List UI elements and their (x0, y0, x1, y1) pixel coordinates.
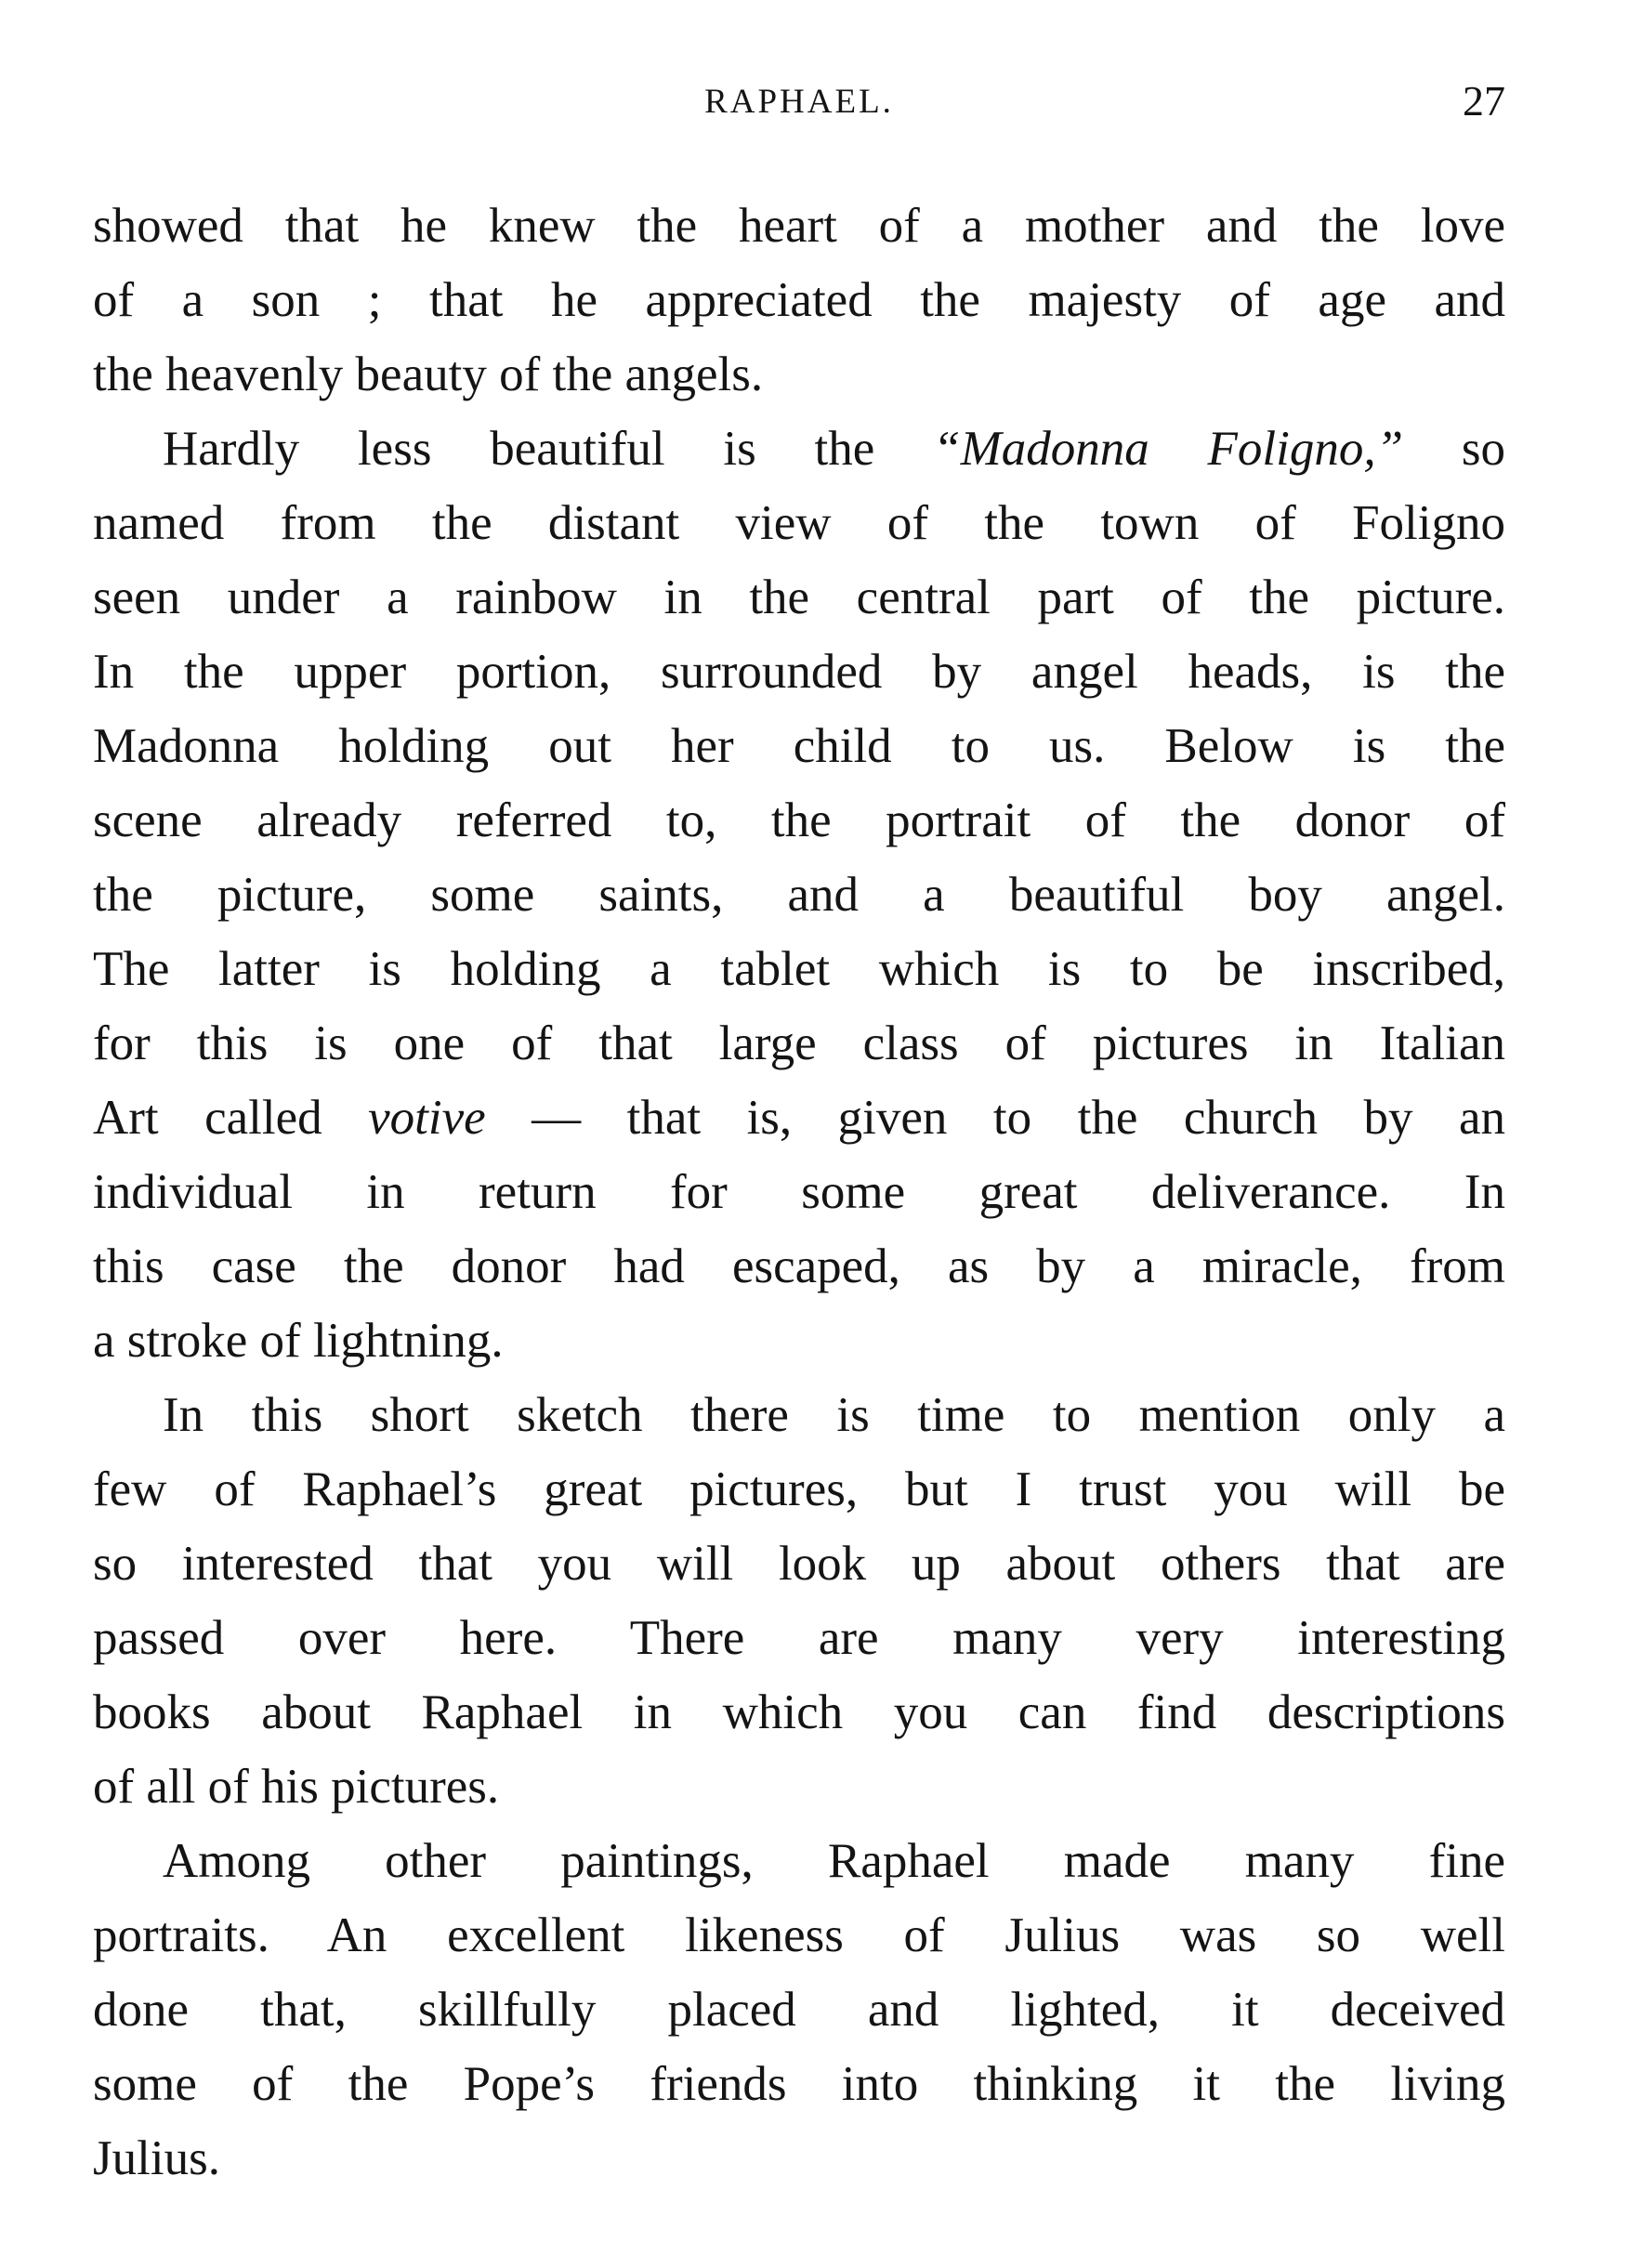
text-line: done that, skillfully placed and lighted, it deceived (93, 1983, 1505, 2037)
text-line: Julius. (93, 2131, 220, 2185)
text-line: showed that he knew the heart of a mother and the love (93, 199, 1505, 253)
running-head (93, 76, 1505, 132)
text-run: so (1403, 422, 1505, 476)
body-text (93, 189, 1505, 2196)
text-line: named from the distant view of the town of Foligno (93, 496, 1505, 550)
text-run: Hardly less beautiful is the (163, 422, 934, 476)
text-line: the heavenly beauty of the angels. (93, 347, 764, 401)
text-line: The latter is holding a tablet which is to be inscribed, (93, 942, 1505, 996)
text-line: books about Raphael in which you can find descriptions (93, 1685, 1505, 1739)
text-line: few of Raphael’s great pictures, but I trust you will be (93, 1462, 1505, 1516)
italic-title: “Madonna Foligno,” (933, 422, 1404, 476)
text-line: scene already referred to, the portrait of the donor of (93, 793, 1505, 847)
text-line: In this short sketch there is time to mention only a (163, 1388, 1505, 1442)
text-line (93, 412, 1505, 486)
text-line: the picture, some saints, and a beautiful boy angel. (93, 868, 1505, 922)
text-line: of all of his pictures. (93, 1760, 500, 1814)
text-line: portraits. An excellent likeness of Julius was so well (93, 1908, 1505, 1962)
text-line: Madonna holding out her child to us. Below is the (93, 719, 1505, 773)
text-line: some of the Pope’s friends into thinking it the living (93, 2057, 1505, 2111)
text-run: — that is, given to the church by an (485, 1091, 1505, 1145)
text-line: for this is one of that large class of pictures in Italian (93, 1016, 1505, 1070)
text-line: individual in return for some great deliverance. In (93, 1165, 1505, 1219)
text-line: this case the donor had escaped, as by a miracle, from (93, 1239, 1505, 1293)
running-title: RAPHAEL. (704, 83, 894, 121)
text-line: Among other paintings, Raphael made many fine (163, 1834, 1505, 1888)
page-number: 27 (1463, 77, 1505, 125)
text-run: Art called (93, 1091, 369, 1145)
text-line: a stroke of lightning. (93, 1314, 504, 1368)
italic-word: votive (368, 1091, 486, 1145)
text-line: passed over here. There are many very interesting (93, 1611, 1505, 1665)
text-line: of a son ; that he appreciated the majesty of age and (93, 273, 1505, 327)
text-line (93, 1081, 1505, 1155)
text-line: In the upper portion, surrounded by angel heads, is the (93, 645, 1505, 699)
text-line: seen under a rainbow in the central part of the picture. (93, 570, 1505, 624)
text-line: so interested that you will look up about others that are (93, 1537, 1505, 1591)
